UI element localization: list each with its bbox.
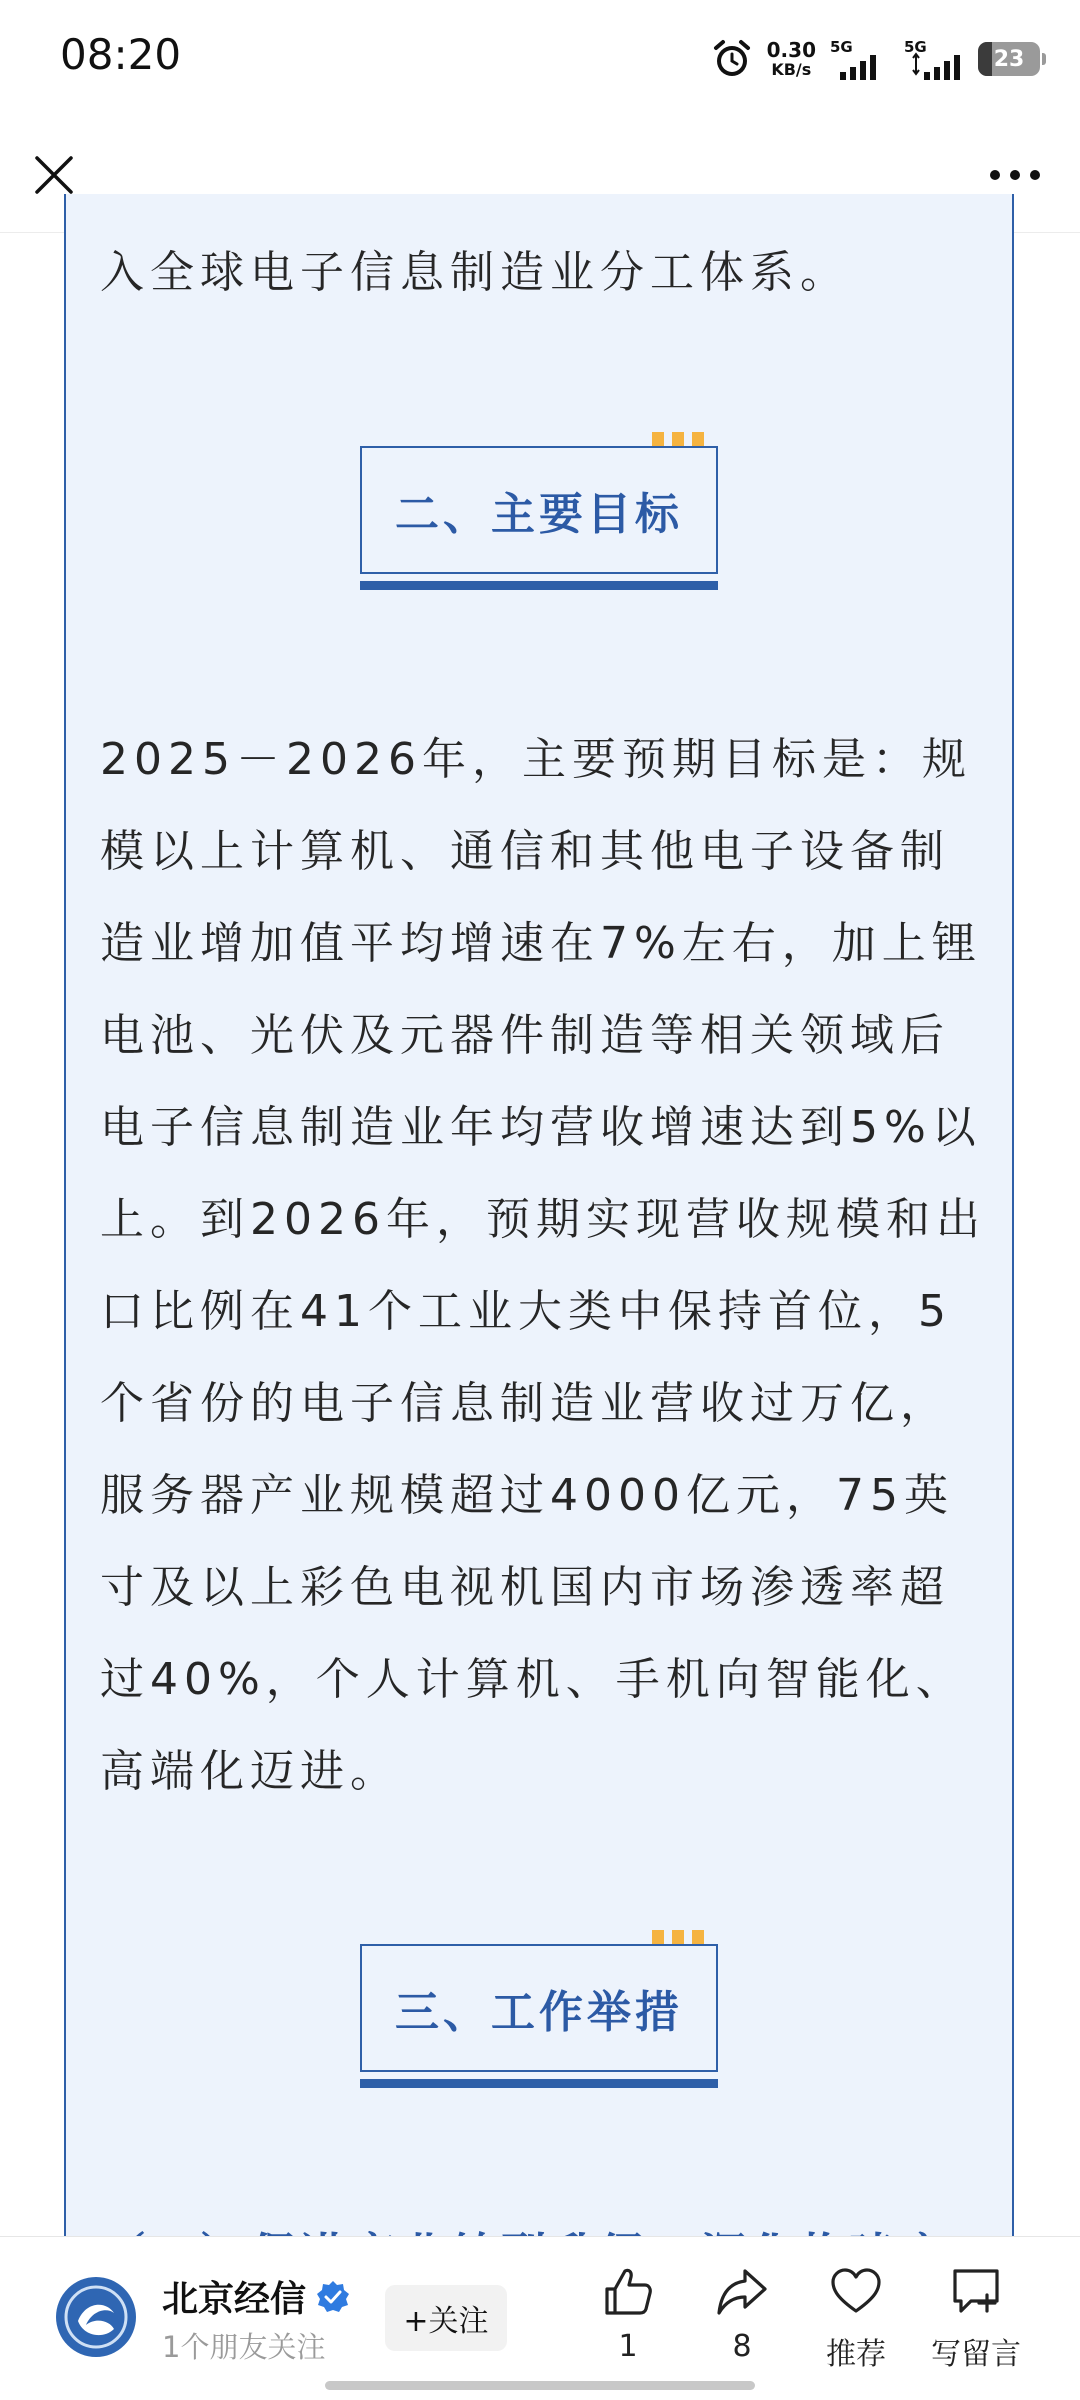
section-heading-measures [360, 1944, 720, 2088]
more-icon [988, 168, 1042, 182]
network-speed: 0.30 KB/s [766, 38, 816, 79]
paragraph-line: 造业增加值平均增速在7%左右，加上锂 [100, 918, 982, 969]
recommend-button[interactable] [796, 2265, 916, 2373]
comment-label: 写留言 [931, 2337, 1021, 2372]
section-heading-goals [360, 446, 720, 590]
share-button[interactable] [682, 2265, 802, 2364]
status-icons [711, 34, 1040, 84]
recommend-label: 推荐 [826, 2337, 886, 2372]
home-indicator[interactable] [325, 2381, 755, 2390]
paragraph-line: 上。到2026年，预期实现营收规模和出 [100, 1194, 986, 1245]
account-name[interactable]: 北京经信 [162, 2271, 350, 2322]
paragraph-line: 电池、光伏及元器件制造等相关领域后 [100, 1010, 950, 1061]
account-avatar[interactable] [56, 2277, 136, 2357]
section-title-measures: 三、工作举措 [395, 1987, 683, 2038]
friends-following-text: 1个朋友关注 [162, 2330, 326, 2364]
signal-sim1-icon: 5G [830, 38, 890, 80]
close-icon [34, 155, 74, 195]
paragraph-line: 高端化迈进。 [100, 1746, 400, 1797]
bottom-bar [0, 2236, 1080, 2400]
paragraph-line: 2025－2026年，主要预期目标是：规 [100, 734, 972, 785]
like-count: 1 [618, 2329, 638, 2364]
intro-line: 入全球电子信息制造业分工体系。 [100, 247, 850, 298]
thumbs-up-icon [601, 2265, 655, 2319]
comment-add-icon [949, 2265, 1003, 2319]
article-content[interactable] [0, 234, 1080, 2236]
logo-icon [56, 2277, 136, 2357]
verified-icon [316, 2280, 350, 2314]
section-title-goals: 二、主要目标 [395, 489, 683, 540]
heart-icon [829, 2265, 883, 2319]
paragraph-line: 电子信息制造业年均营收增速达到5%以 [100, 1102, 982, 1153]
status-bar [0, 0, 1080, 115]
like-button[interactable] [568, 2265, 688, 2364]
paragraph-line: 模以上计算机、通信和其他电子设备制 [100, 826, 950, 877]
paragraph-line: 过40%，个人计算机、手机向智能化、 [100, 1654, 966, 1705]
signal-sim2-icon: 5G [904, 38, 964, 80]
alarm-icon [711, 38, 753, 80]
follow-button[interactable]: +关注 [385, 2285, 507, 2351]
paragraph-line: 寸及以上彩色电视机国内市场渗透率超 [100, 1562, 950, 1613]
paragraph-line: 口比例在41个工业大类中保持首位，5 [100, 1286, 952, 1337]
share-count: 8 [732, 2329, 752, 2364]
share-icon [715, 2265, 769, 2319]
status-time: 08:20 [60, 30, 182, 79]
paragraph-line: 个省份的电子信息制造业营收过万亿， [100, 1378, 950, 1429]
comment-button[interactable] [916, 2265, 1036, 2373]
paragraph-line: 服务器产业规模超过4000亿元，75英 [100, 1470, 954, 1521]
battery-icon: 23 [978, 42, 1040, 76]
